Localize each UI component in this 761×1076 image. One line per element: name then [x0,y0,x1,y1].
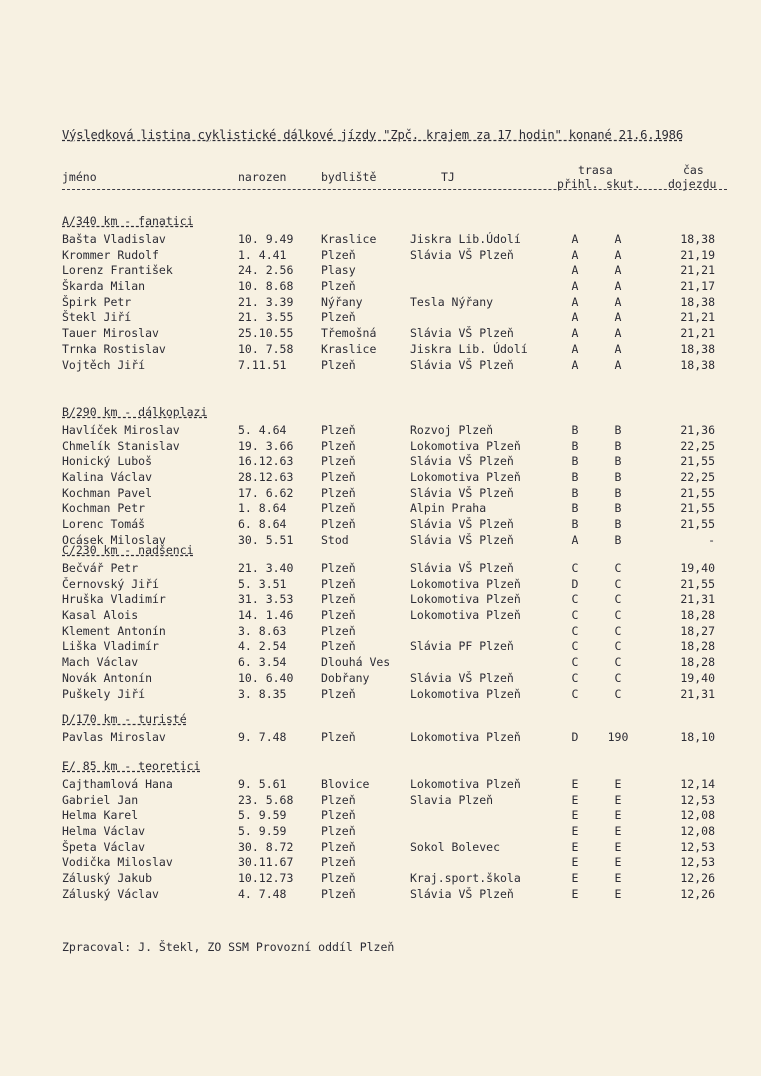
birth-date: 7.11.51 [238,357,287,372]
finish-time: 12,14 [680,777,715,791]
runner-name: Špirk Petr [62,294,132,309]
route-registered: E [571,777,579,791]
birth-date: 1. 8.64 [238,501,287,516]
route-registered: C [571,670,579,685]
club-name: Lokomotiva Plzeň [410,730,521,744]
finish-time: 18,38 [680,357,715,372]
route-registered: A [571,326,579,341]
runner-name: Trnka Rostislav [62,341,166,356]
runner-name: Hruška Vladimír [62,592,166,607]
section-2 [62,403,727,549]
runner-name: Záluský Václav [62,886,159,901]
header-time-bottom: dojezdu [668,177,717,191]
residence: Plzeň [321,247,356,262]
club-name: Lokomotiva Plzeň [410,438,521,453]
route-actual: B [614,485,622,500]
residence: Třemošná [321,326,377,341]
residence: Plzeň [321,808,356,823]
table-row [62,248,727,264]
header-registered: přihl. [557,177,599,191]
club-name: Jiskra Lib. Údolí [410,341,528,356]
route-actual: A [614,263,622,278]
table-row [62,687,727,703]
runner-name: Gabriel Jan [62,792,139,807]
route-registered: A [571,310,579,325]
club-name: Slávia VŠ Plzeň [410,485,514,500]
table-row [62,232,727,248]
route-registered: B [571,517,579,532]
runner-name: Vodička Miloslav [62,855,173,870]
finish-time: 12,53 [680,792,715,807]
route-registered: A [571,279,579,294]
route-actual: A [614,279,622,294]
route-actual: B [614,470,622,485]
table-row [62,358,727,374]
birth-date: 3. 8.63 [238,623,287,638]
club-name: Slávia PF Plzeň [410,639,514,654]
birth-date: 30.11.67 [238,855,294,870]
finish-time: 19,40 [680,670,715,685]
route-actual: E [614,871,622,886]
birth-date: 5. 3.51 [238,576,287,591]
route-registered: C [571,608,579,623]
route-registered: E [571,792,579,807]
document-title: Výsledková listina cyklistické dálkové jízdy "Zpč. krajem za 17 hodin" konané 21.6.1986 [62,128,683,142]
route-actual: C [614,608,622,623]
route-actual: B [614,454,622,469]
birth-date: 10. 7.58 [238,341,294,356]
table-row [62,470,727,486]
residence: Plzeň [321,438,356,453]
runner-name: Bečvář Petr [62,561,139,575]
residence: Blovice [321,777,370,791]
residence: Plzeň [321,824,356,839]
club-name: Lokomotiva Plzeň [410,608,521,623]
route-registered: A [571,357,579,372]
route-registered: A [571,294,579,309]
birth-date: 6. 3.54 [238,655,287,670]
residence: Plzeň [321,792,356,807]
route-registered: C [571,655,579,670]
finish-time: 21,21 [680,310,715,325]
header-club: TJ [441,170,455,184]
birth-date: 30. 5.51 [238,532,294,547]
section-5 [62,757,727,903]
table-row [62,592,727,608]
residence: Plzeň [321,576,356,591]
route-actual: C [614,670,622,685]
runner-name: Havlíček Miroslav [62,423,180,437]
residence: Plzeň [321,871,356,886]
birth-date: 21. 3.55 [238,310,294,325]
finish-time: 12,08 [680,808,715,823]
club-name: Slávia VŠ Plzeň [410,357,514,372]
route-registered: B [571,438,579,453]
finish-time: 18,38 [680,232,715,246]
section-3 [62,541,727,702]
finish-time: 21,55 [680,517,715,532]
runner-name: Krommer Rudolf [62,247,159,262]
runner-name: Záluský Jakub [62,871,153,886]
club-name: Lokomotiva Plzeň [410,777,521,791]
club-name: Alpin Praha [410,501,487,516]
route-registered: B [571,485,579,500]
runner-name: Puškely Jiří [62,686,146,701]
route-actual: A [614,232,622,246]
route-registered: E [571,824,579,839]
finish-time: 21,21 [680,263,715,278]
runner-name: Černovský Jiří [62,576,159,591]
finish-time: 21,31 [680,686,715,701]
birth-date: 31. 3.53 [238,592,294,607]
runner-name: Chmelík Stanislav [62,438,180,453]
route-actual: C [614,561,622,575]
finish-time: 18,27 [680,623,715,638]
route-registered: E [571,886,579,901]
birth-date: 24. 2.56 [238,263,294,278]
header-actual: skut. [606,177,641,191]
finish-time: 18,28 [680,655,715,670]
route-actual: E [614,808,622,823]
section-1 [62,212,727,373]
runner-name: Lorenz František [62,263,173,278]
runner-name: Novák Antonín [62,670,153,685]
residence: Plzeň [321,454,356,469]
table-row [62,326,727,342]
runner-name: Špeta Václav [62,839,146,854]
route-registered: B [571,470,579,485]
route-actual: A [614,341,622,356]
table-row [62,730,727,746]
runner-name: Cajthamlová Hana [62,777,173,791]
birth-date: 19. 3.66 [238,438,294,453]
route-actual: 190 [607,730,629,744]
table-row [62,439,727,455]
section-title: E/ 85 km - teoretici [62,759,201,773]
runner-name: Vojtěch Jiří [62,357,146,372]
route-actual: B [614,517,622,532]
birth-date: 23. 5.68 [238,792,294,807]
route-registered: E [571,871,579,886]
route-actual: A [614,294,622,309]
table-row [62,423,727,439]
table-row [62,871,727,887]
birth-date: 10. 8.68 [238,279,294,294]
table-row [62,295,727,311]
club-name: Tesla Nýřany [410,294,494,309]
finish-time: 18,38 [680,341,715,356]
footer-note: Zpracoval: J. Štekl, ZO SSM Provozní oddíl Plzeň [62,940,395,954]
runner-name: Mach Václav [62,655,139,670]
birth-date: 4. 7.48 [238,886,287,901]
residence: Plzeň [321,561,356,575]
route-actual: B [614,423,622,437]
section-title: D/170 km - turisté [62,712,187,726]
club-name: Slavia Plzeň [410,792,494,807]
club-name: Slávia VŠ Plzeň [410,326,514,341]
header-route: trasa [578,163,613,177]
route-actual: E [614,855,622,870]
route-actual: E [614,777,622,791]
table-row [62,671,727,687]
route-actual: B [614,501,622,516]
club-name: Lokomotiva Plzeň [410,686,521,701]
finish-time: 12,26 [680,886,715,901]
birth-date: 14. 1.46 [238,608,294,623]
birth-date: 16.12.63 [238,454,294,469]
residence: Plzeň [321,686,356,701]
section-4 [62,710,727,746]
residence: Plzeň [321,357,356,372]
header-born: narozen [238,170,287,184]
route-registered: A [571,247,579,262]
birth-date: 5. 4.64 [238,423,287,437]
finish-time: 22,25 [680,438,715,453]
route-registered: D [571,576,579,591]
residence: Plasy [321,263,356,278]
club-name: Slávia VŠ Plzeň [410,886,514,901]
birth-date: 28.12.63 [238,470,294,485]
route-actual: A [614,247,622,262]
finish-time: 21,55 [680,454,715,469]
table-row [62,855,727,871]
table-row [62,887,727,903]
club-name: Slávia VŠ Plzeň [410,532,514,547]
residence: Plzeň [321,423,356,437]
table-row [62,310,727,326]
club-name: Lokomotiva Plzeň [410,470,521,485]
runner-name: Helma Karel [62,808,139,823]
route-registered: B [571,501,579,516]
runner-name: Kasal Alois [62,608,139,623]
runner-name: Kochman Pavel [62,485,153,500]
runner-name: Klement Antonín [62,623,166,638]
residence: Nýřany [321,294,363,309]
route-actual: C [614,639,622,654]
route-actual: C [614,623,622,638]
residence: Plzeň [321,592,356,607]
table-row [62,840,727,856]
runner-name: Kalina Václav [62,470,153,485]
route-registered: E [571,808,579,823]
birth-date: 3. 8.35 [238,686,287,701]
route-actual: A [614,310,622,325]
header-residence: bydliště [321,170,377,184]
route-actual: E [614,839,622,854]
residence: Plzeň [321,839,356,854]
table-row [62,655,727,671]
route-actual: C [614,686,622,701]
residence: Plzeň [321,730,356,744]
finish-time: 22,25 [680,470,715,485]
table-row [62,501,727,517]
finish-time: 12,08 [680,824,715,839]
route-registered: B [571,423,579,437]
route-actual: E [614,886,622,901]
residence: Plzeň [321,485,356,500]
route-actual: B [614,438,622,453]
route-registered: C [571,592,579,607]
table-row [62,263,727,279]
finish-time: 19,40 [680,561,715,575]
runner-name: Kochman Petr [62,501,146,516]
table-row [62,517,727,533]
birth-date: 9. 7.48 [238,730,287,744]
runner-name: Škarda Milan [62,279,146,294]
birth-date: 5. 9.59 [238,808,287,823]
runner-name: Ocásek Miloslav [62,532,166,547]
table-row [62,639,727,655]
runner-name: Tauer Miroslav [62,326,159,341]
birth-date: 21. 3.39 [238,294,294,309]
route-actual: C [614,576,622,591]
club-name: Slávia VŠ Plzeň [410,561,514,575]
finish-time: 21,55 [680,485,715,500]
finish-time: 18,28 [680,639,715,654]
route-actual: A [614,357,622,372]
runner-name: Lorenc Tomáš [62,517,146,532]
runner-name: Helma Václav [62,824,146,839]
club-name: Slávia VŠ Plzeň [410,517,514,532]
birth-date: 10. 9.49 [238,232,294,246]
table-row [62,561,727,577]
residence: Plzeň [321,855,356,870]
header-name: jméno [62,170,97,184]
birth-date: 30. 8.72 [238,839,294,854]
runner-name: Bašta Vladislav [62,232,166,246]
table-row [62,793,727,809]
residence: Stod [321,532,349,547]
route-registered: A [571,532,579,547]
finish-time: 21,21 [680,326,715,341]
finish-time: 12,53 [680,839,715,854]
finish-time: - [708,532,715,547]
residence: Kraslice [321,232,377,246]
table-row [62,279,727,295]
route-registered: C [571,561,579,575]
residence: Plzeň [321,470,356,485]
club-name: Sokol Bolevec [410,839,501,854]
route-actual: C [614,592,622,607]
route-actual: E [614,824,622,839]
finish-time: 21,36 [680,423,715,437]
runner-name: Honický Luboš [62,454,153,469]
table-row [62,608,727,624]
birth-date: 25.10.55 [238,326,294,341]
finish-time: 21,55 [680,501,715,516]
club-name: Rozvoj Plzeň [410,423,494,437]
route-registered: D [571,730,579,744]
route-actual: E [614,792,622,807]
residence: Plzeň [321,279,356,294]
birth-date: 21. 3.40 [238,561,294,575]
finish-time: 18,38 [680,294,715,309]
route-registered: C [571,623,579,638]
section-title: A/340 km - fanatici [62,214,194,228]
finish-time: 18,28 [680,608,715,623]
residence: Plzeň [321,517,356,532]
club-name: Slávia VŠ Plzeň [410,670,514,685]
route-registered: C [571,686,579,701]
birth-date: 10. 6.40 [238,670,294,685]
club-name: Lokomotiva Plzeň [410,576,521,591]
table-row [62,486,727,502]
table-row [62,454,727,470]
residence: Plzeň [321,639,356,654]
finish-time: 21,17 [680,279,715,294]
table-row [62,808,727,824]
finish-time: 21,55 [680,576,715,591]
residence: Plzeň [321,501,356,516]
residence: Dlouhá Ves [321,655,391,670]
table-row [62,824,727,840]
route-registered: B [571,454,579,469]
route-registered: A [571,232,579,246]
residence: Dobřany [321,670,370,685]
table-row [62,577,727,593]
section-title: C/230 km - nadšenci [62,543,194,557]
runner-name: Liška Vladimír [62,639,159,654]
birth-date: 6. 8.64 [238,517,287,532]
route-actual: B [614,532,622,547]
table-row [62,342,727,358]
finish-time: 12,53 [680,855,715,870]
route-registered: E [571,855,579,870]
route-registered: E [571,839,579,854]
route-registered: A [571,263,579,278]
residence: Plzeň [321,886,356,901]
club-name: Lokomotiva Plzeň [410,592,521,607]
birth-date: 10.12.73 [238,871,294,886]
header-time-top: čas [683,163,704,177]
route-actual: A [614,326,622,341]
residence: Plzeň [321,623,356,638]
club-name: Slávia VŠ Plzeň [410,247,514,262]
runner-name: Štekl Jiří [62,310,132,325]
route-registered: A [571,341,579,356]
finish-time: 12,26 [680,871,715,886]
runner-name: Pavlas Miroslav [62,730,166,744]
residence: Kraslice [321,341,377,356]
section-title: B/290 km - dálkoplazi [62,405,208,419]
birth-date: 17. 6.62 [238,485,294,500]
header-divider [62,189,727,190]
route-actual: C [614,655,622,670]
birth-date: 4. 2.54 [238,639,287,654]
birth-date: 1. 4.41 [238,247,287,262]
club-name: Slávia VŠ Plzeň [410,454,514,469]
finish-time: 18,10 [680,730,715,744]
club-name: Kraj.sport.škola [410,871,521,886]
finish-time: 21,31 [680,592,715,607]
birth-date: 5. 9.59 [238,824,287,839]
route-registered: C [571,639,579,654]
birth-date: 9. 5.61 [238,777,287,791]
table-row [62,777,727,793]
residence: Plzeň [321,310,356,325]
table-row [62,624,727,640]
club-name: Jiskra Lib.Údolí [410,232,521,246]
finish-time: 21,19 [680,247,715,262]
residence: Plzeň [321,608,356,623]
